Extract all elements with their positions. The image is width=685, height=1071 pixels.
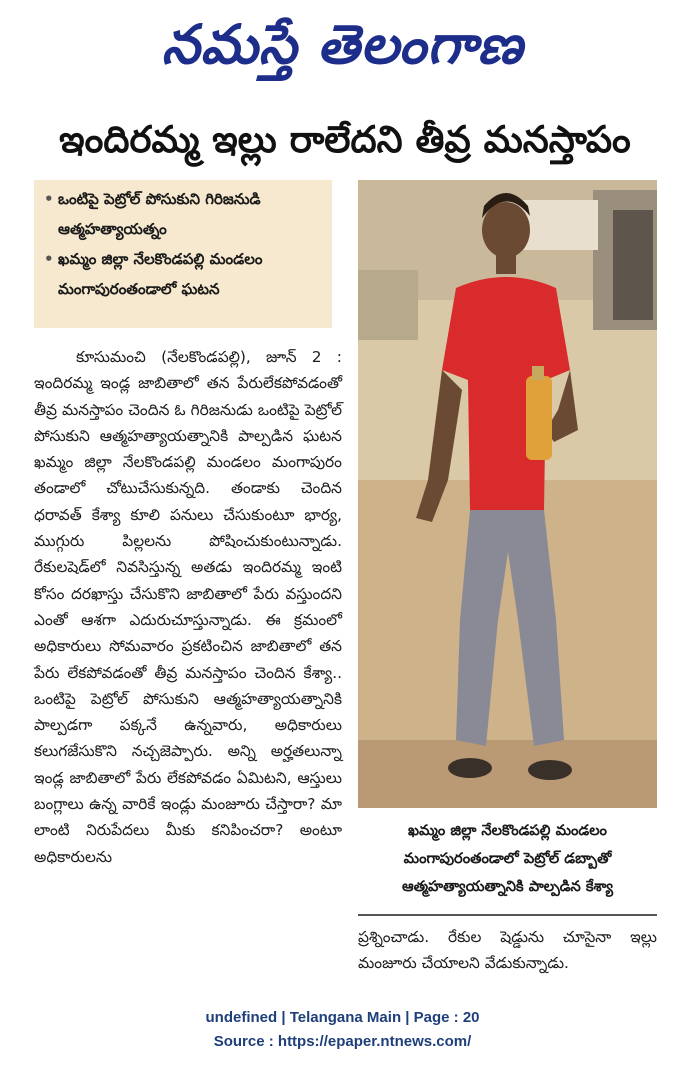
- photo-caption: ఖమ్మం జిల్లా నేలకొండపల్లి మండలం మంగాపురంతండాలో పెట్రోల్ డబ్బాతో ఆత్మహత్యాయత్నానికి పాల్పడిన కేశ్యా: [401, 822, 614, 895]
- footer-source-line: Source : https://epaper.ntnews.com/: [213, 1033, 472, 1050]
- article-continuation: [358, 924, 657, 976]
- article-deck: [34, 180, 332, 328]
- bullet-icon: •: [44, 250, 54, 268]
- continuation-text: ప్రశ్నించాడు. రేకుల షెడ్డును చూసైనా ఇల్లు మంజూరు చేయాలని వేడుకున్నాడు.: [358, 928, 657, 972]
- article-body: [34, 344, 342, 870]
- masthead-title: నమస్తే తెలంగాణ: [161, 13, 524, 76]
- article-photo: [358, 180, 657, 808]
- deck-item: [44, 184, 324, 244]
- deck-item: [44, 244, 324, 304]
- footer-edition-line: undefined | Telangana Main | Page : 20: [205, 1009, 480, 1026]
- page-footer: [0, 1006, 685, 1054]
- deck-item-text: ఒంటిపై పెట్రోల్ పోసుకుని గిరిజనుడి ఆత్మహత్యాయత్నం: [58, 190, 261, 238]
- bullet-icon: •: [44, 190, 54, 208]
- article-body-text: కూసుమంచి (నేలకొండపల్లి), జూన్ 2 : ఇందిరమ్మ ఇండ్ల జాబితాలో తన పేరులేకపోవడంతో తీవ్ర మనస్తాపం చెందిన ఓ గిరిజనుడు ఒంటిపై పెట్రోల్ పోసుకుని ఆత్మహత్యాయత్నానికి పాల్పడిన ఘటన ఖమ్మం జిల్లా నేలకొండపల్లి మండలం మంగాపురం తండాలో చోటుచేసుకున్నది. తండాకు చెందిన ధరావత్ కేశ్యా కూలి పనులు చేసుకుంటూ భార్య, ముగ్గురు పిల్లలను పోషించుకుంటున్నాడు. రేకులషెడ్‌లో నివసిస్తున్న అతడు ఇందిరమ్మ ఇంటి కోసం దరఖాస్తు చేసుకొని జాబితాలో పేరు వస్తుందని ఎంతో ఆశగా ఎదురుచూస్తున్నాడు. ఈ క్రమంలో అధికారులు సోమవారం ప్రకటించిన జాబితాలో తన పేరు లేకపోవడంతో తీవ్ర మనస్తాపం చెందిన కేశ్యా.. ఒంటిపై పెట్రోల్ పోసుకుని ఆత్మహత్యాయత్నానికి పాల్పడగా పక్కనే ఉన్నవారు, అధికారులు కలుగజేసుకొని నచ్చజెప్పారు. అన్ని అర్హతలున్నా ఇండ్ల జాబితాలో పేరు లేకపోవడం ఏమిటని, ఆస్తులు బంగ్లాలు ఉన్న వారికే ఇండ్లు మంజూరు చేస్తారా? మా లాంటి నిరుపేదలు మీకు కనిపించరా? అంటూ అధికారులను: [34, 348, 342, 866]
- newspaper-masthead: [0, 6, 685, 84]
- article-headline: ఇందిరమ్మ ఇల్లు రాలేదని తీవ్ర మనస్తాపం: [59, 118, 631, 161]
- caption-divider: [358, 914, 657, 916]
- deck-item-text: ఖమ్మం జిల్లా నేలకొండపల్లి మండలం మంగాపురంతండాలో ఘటన: [58, 250, 263, 298]
